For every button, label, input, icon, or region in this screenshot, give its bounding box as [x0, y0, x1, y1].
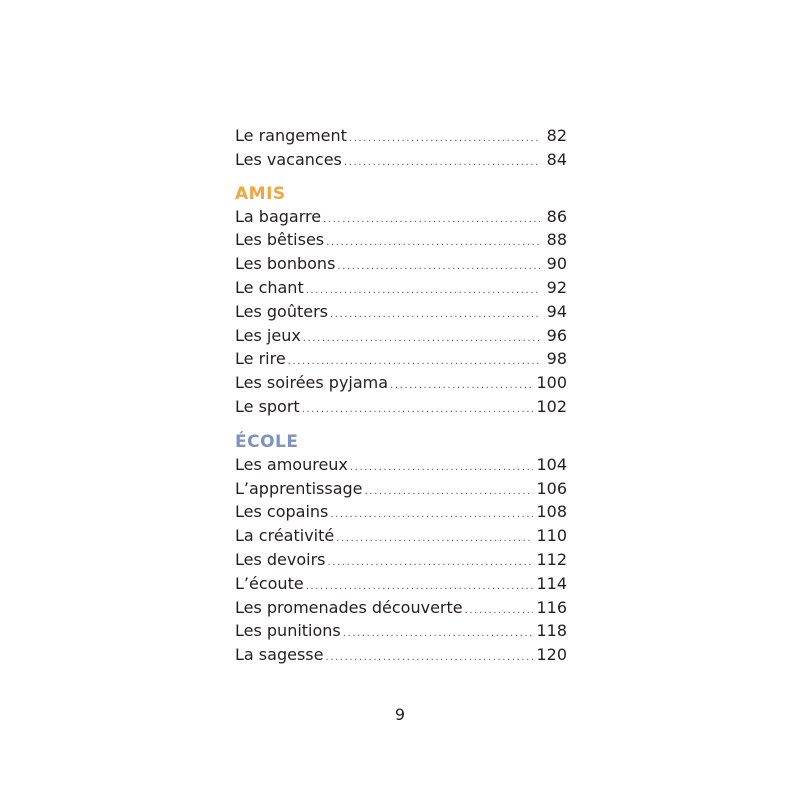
toc-entry[interactable] [235, 324, 567, 348]
toc-entry-page: 82 [546, 126, 567, 145]
dot-leader [350, 456, 534, 480]
toc-entry-page: 118 [536, 621, 567, 641]
toc-entry-label: Le chant [235, 277, 304, 297]
toc-entry-page: 108 [536, 502, 567, 522]
toc-entry-page: 112 [536, 549, 567, 569]
dot-leader [325, 646, 533, 670]
toc-entry-label: Les copains [235, 502, 329, 522]
toc-entry-label: Les amoureux [235, 454, 348, 474]
toc-group-intro [235, 124, 567, 172]
toc-entry[interactable] [235, 252, 567, 276]
toc-entry-label: Le rangement [235, 126, 347, 145]
dot-leader [344, 151, 540, 175]
toc-entry[interactable] [235, 548, 567, 572]
toc-entry[interactable] [235, 148, 567, 172]
dot-leader [390, 374, 533, 398]
toc-entry[interactable] [235, 371, 567, 395]
toc-entry-page: 88 [546, 230, 567, 250]
dot-leader [336, 527, 533, 551]
dot-leader [365, 480, 534, 504]
toc-entry[interactable] [235, 524, 567, 548]
dot-leader [306, 279, 540, 303]
toc-entry-label: L’écoute [235, 573, 304, 593]
toc-entry[interactable] [235, 395, 567, 419]
toc-entry[interactable] [235, 205, 567, 229]
toc-entry-page: 110 [536, 526, 567, 546]
toc-entry-label: Les vacances [235, 149, 342, 169]
toc-entry-label: Les goûters [235, 301, 329, 321]
toc-entry[interactable] [235, 619, 567, 643]
dot-leader [328, 551, 534, 575]
toc-entry-page: 120 [536, 645, 567, 665]
toc-entry-label: Le sport [235, 396, 300, 416]
toc-entry-label: Les bonbons [235, 254, 336, 274]
section-heading-ecole: ÉCOLE [235, 431, 299, 452]
toc-entry-label: L’apprentissage [235, 478, 363, 498]
dot-leader [323, 208, 540, 232]
toc-entry-page: 96 [546, 325, 567, 345]
toc-entry-label: La bagarre [235, 206, 322, 226]
dot-leader [349, 127, 540, 151]
toc-entry[interactable] [235, 643, 567, 667]
dot-leader [465, 599, 534, 623]
toc-entry-label: Les punitions [235, 621, 341, 641]
dot-leader [330, 503, 533, 527]
dot-leader [302, 398, 534, 422]
toc-entry-label: Les devoirs [235, 549, 326, 569]
toc-entry[interactable] [235, 596, 567, 620]
toc-entry[interactable] [235, 453, 567, 477]
toc-entry-page: 114 [536, 573, 567, 593]
dot-leader [326, 231, 540, 255]
toc-entry-page: 84 [546, 149, 567, 169]
toc-entry[interactable] [235, 477, 567, 501]
toc-entry[interactable] [235, 572, 567, 596]
toc-entry-page: 116 [536, 597, 567, 617]
page-number: 9 [394, 705, 406, 724]
section-heading-amis: AMIS [235, 183, 286, 204]
toc-entry-page: 94 [546, 301, 567, 321]
toc-entry[interactable] [235, 500, 567, 524]
dot-leader [337, 255, 540, 279]
toc-entry-label: Les bêtises [235, 230, 325, 250]
toc-entry-label: Le rire [235, 349, 286, 369]
toc-entry-page: 102 [536, 396, 567, 416]
toc-group-ecole [235, 453, 567, 667]
toc-entry-page: 90 [546, 254, 567, 274]
toc-entry-page: 100 [536, 373, 567, 393]
toc-entry[interactable] [235, 124, 567, 148]
toc-entry-label: Les soirées pyjama [235, 373, 389, 393]
dot-leader [303, 327, 540, 351]
toc-entry-page: 98 [546, 349, 567, 369]
toc-entry[interactable] [235, 300, 567, 324]
toc-entry-label: La créativité [235, 526, 335, 546]
toc-entry[interactable] [235, 276, 567, 300]
toc-group-amis [235, 205, 567, 419]
toc-entry-page: 92 [546, 277, 567, 297]
toc-entry-page: 86 [546, 206, 567, 226]
toc-entry-page: 106 [536, 478, 567, 498]
toc-entry-label: La sagesse [235, 645, 324, 665]
toc-entry-page: 104 [536, 454, 567, 474]
dot-leader [343, 622, 534, 646]
table-of-contents [235, 124, 567, 667]
dot-leader [330, 303, 540, 327]
toc-entry[interactable] [235, 347, 567, 371]
toc-entry[interactable] [235, 228, 567, 252]
toc-entry-label: Les promenades découverte [235, 597, 463, 617]
toc-entry-label: Les jeux [235, 325, 301, 345]
